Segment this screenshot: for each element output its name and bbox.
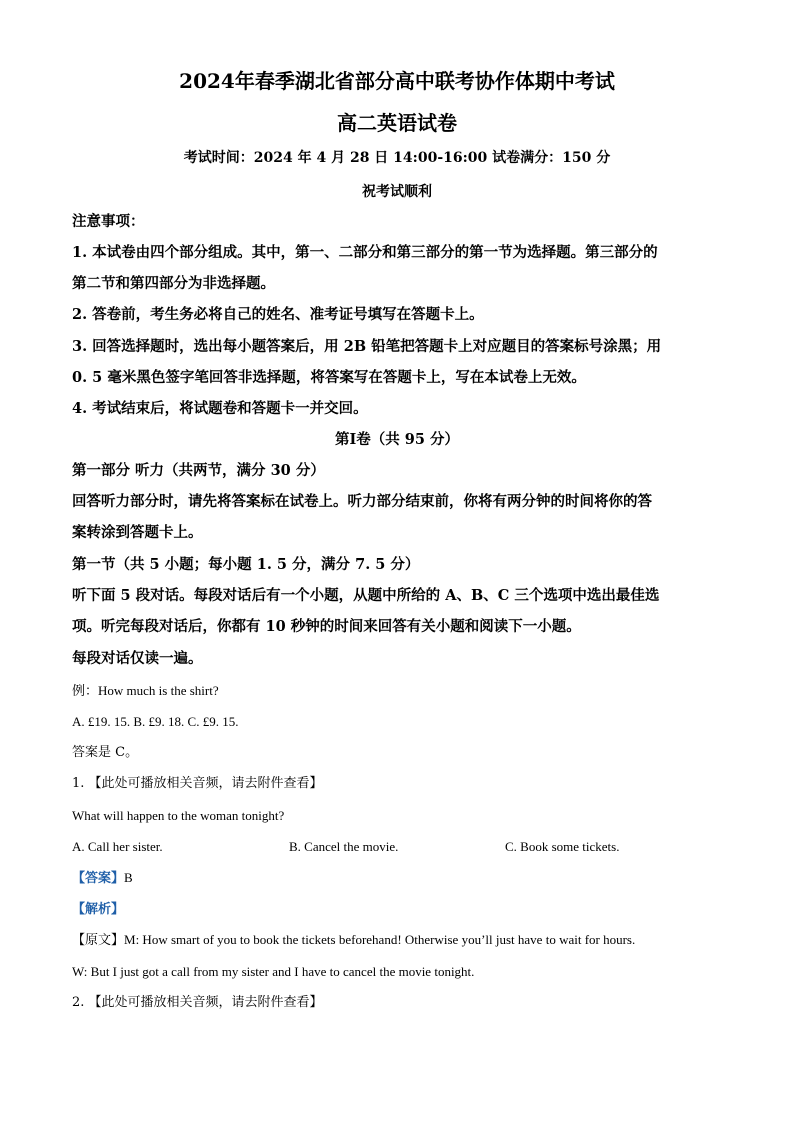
q1-dialog-woman: W: But I just got a call from my sister and I have to cancel the movie tonight. [72,964,475,979]
q2-audio-prompt: 2. 【此处可播放相关音频，请去附件查看】 [72,995,323,1010]
good-luck-text: 祝考试顺利 [362,184,432,200]
answer-value: B [124,870,133,885]
original-text: M: How smart of you to book the tickets beforehand! Otherwise you’ll just have to wait for hours. [124,932,636,947]
note-2: 2. 答卷前，考生务必将自己的姓名、准考证号填写在答题卡上。 [72,306,484,323]
note-1-line-1: 1. 本试卷由四个部分组成。其中，第一、二部分和第三部分的第一节为选择题。第三部分的 [72,244,658,261]
notes-heading: 注意事项： [72,213,145,230]
note-4: 4. 考试结束后，将试题卷和答题卡一并交回。 [72,400,368,417]
exam-time-info: 考试时间：2024 年 4 月 28 日 14:00-16:00 试卷满分：150 分 [183,150,611,166]
q1-option-b: B. Cancel the movie. [289,839,399,854]
q1-analysis [72,902,722,915]
volume-heading: 第Ⅰ卷（共 95 分） [334,431,460,448]
example-options: A. £19. 15. B. £9. 18. C. £9. 15. [72,714,239,729]
q1-option-a: A. Call her sister. [72,839,163,854]
section1-instruction-line-2: 项。听完每段对话后，你都有 10 秒钟的时间来回答有关小题和阅读下一小题。 [72,618,581,635]
exam-subtitle: 高二英语试卷 [337,111,457,135]
section1-instruction-line-1: 听下面 5 段对话。每段对话后有一个小题，从题中所给的 A、B、C 三个选项中选出最佳选 [72,587,660,604]
note-3-line-2: 0. 5 毫米黑色签字笔回答非选择题，将答案写在答题卡上，写在本试卷上无效。 [72,369,586,386]
example-answer: 答案是 C。 [72,745,139,760]
example-question: 例：How much is the shirt? [72,683,219,698]
q1-option-c: C. Book some tickets. [505,839,620,854]
q1-original [72,933,722,946]
part1-instruction-line-2: 案转涂到答题卡上。 [72,524,203,541]
q1-answer [72,871,722,884]
exam-title: 2024年春季湖北省部分高中联考协作体期中考试 [179,69,615,93]
note-3-line-1: 3. 回答选择题时，选出每小题答案后，用 2B 铅笔把答题卡上对应题目的答案标号涂黑；用 [72,338,662,355]
q1-question: What will happen to the woman tonight? [72,808,285,823]
original-tag: 【原文】 [72,932,125,947]
part1-heading: 第一部分 听力（共两节，满分 30 分） [72,462,325,479]
note-1-line-2: 第二节和第四部分为非选择题。 [72,275,275,292]
answer-tag: 【答案】 [72,870,125,885]
section1-heading: 第一节（共 5 小题；每小题 1. 5 分，满分 7. 5 分） [72,556,420,573]
section1-instruction-line-3: 每段对话仅读一遍。 [72,650,203,667]
q1-audio-prompt: 1. 【此处可播放相关音频，请去附件查看】 [72,776,323,791]
part1-instruction-line-1: 回答听力部分时，请先将答案标在试卷上。听力部分结束前，你将有两分钟的时间将你的答 [72,493,652,510]
analysis-tag: 【解析】 [72,901,125,916]
